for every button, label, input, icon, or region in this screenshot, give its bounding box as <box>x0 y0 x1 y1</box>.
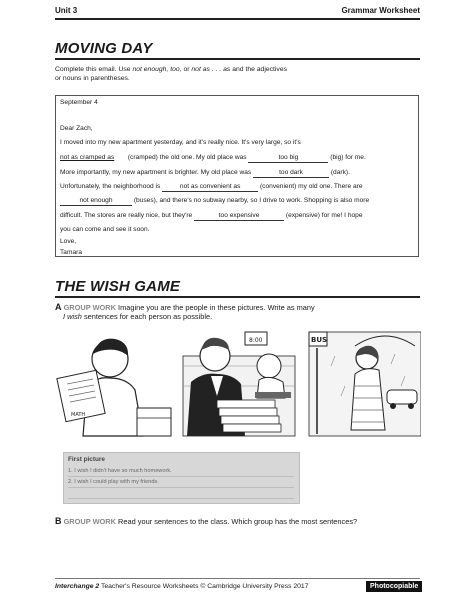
email-line-7: you can come and see it soon. <box>60 226 150 233</box>
task-a-text: A GROUP WORK Imagine you are the people in these pictures. Write as many <box>55 302 315 312</box>
section-title-moving-day: MOVING DAY <box>55 40 153 57</box>
email-line-3: More importantly, my new apartment is brighter. My old place was too dark (dark). <box>60 169 350 176</box>
answer-5: not enough <box>60 197 132 206</box>
example-box <box>63 452 300 504</box>
answer-6: too expensive <box>194 212 284 221</box>
photocopiable-badge: Photocopiable <box>366 581 422 592</box>
example-box-title: First picture <box>68 456 105 463</box>
email-closing: Love, <box>60 238 77 245</box>
answer-4: not as convenient as <box>162 183 258 192</box>
group-work-label-b: GROUP WORK <box>63 517 116 526</box>
boy-homework-illustration <box>57 339 171 436</box>
footer-credit: Interchange 2 Teacher's Resource Worksheets © Cambridge University Press 2017 <box>55 583 309 590</box>
example-line-3 <box>68 488 294 499</box>
task-a-text-2: I wish sentences for each person as possible. <box>63 312 213 321</box>
instructions: Complete this email. Use not enough, too, or not as . . . as and the adjectives or nouns in parentheses. <box>55 66 288 82</box>
worksheet-label: Grammar Worksheet <box>341 6 420 15</box>
email-line-5: not enough (buses), and there's no subway nearby, so I drive to work. Shopping is also more <box>60 197 369 206</box>
task-b-letter: B <box>55 516 62 526</box>
example-line-2: 2. I wish I could play with my friends. <box>68 477 294 488</box>
section2-rule <box>55 296 420 298</box>
email-line-4: Unfortunately, the neighborhood is not as convenient as (convenient) my old one. There are <box>60 183 363 190</box>
email-date: September 4 <box>60 99 98 106</box>
example-line-1: 1. I wish I didn't have so much homework. <box>68 466 294 477</box>
email-greeting: Dear Zach, <box>60 125 93 132</box>
email-line-1: I moved into my new apartment yesterday, and it's really nice. It's very large, so it's <box>60 139 301 146</box>
header-rule <box>55 18 420 20</box>
task-b-text: B GROUP WORK Read your sentences to the class. Which group has the most sentences? <box>55 516 358 526</box>
svg-text:MATH: MATH <box>71 412 86 418</box>
unit-label: Unit 3 <box>55 6 78 15</box>
email-signature: Tamara <box>60 249 82 256</box>
man-desk-illustration <box>183 332 295 436</box>
section-title-wish-game: THE WISH GAME <box>55 278 181 295</box>
answer-1: not as cramped as <box>60 154 115 161</box>
email-line-2: not as cramped as (cramped) the old one. My old place was too big (big) for me. <box>60 154 366 161</box>
svg-text:BUS: BUS <box>311 336 328 344</box>
section-rule <box>55 58 420 60</box>
email-box <box>55 95 419 257</box>
svg-text:8:00: 8:00 <box>249 337 263 344</box>
answer-3: too dark <box>253 169 329 178</box>
bus-stop-illustration <box>309 332 421 436</box>
email-line-6: difficult. The stores are really nice, but they're too expensive (expensive) for me! I hope <box>60 212 363 219</box>
group-work-label-a: GROUP WORK <box>63 303 116 312</box>
answer-2: too big <box>248 154 328 163</box>
task-a-letter: A <box>55 302 62 312</box>
wish-pictures <box>55 326 421 438</box>
footer-rule <box>55 578 420 579</box>
